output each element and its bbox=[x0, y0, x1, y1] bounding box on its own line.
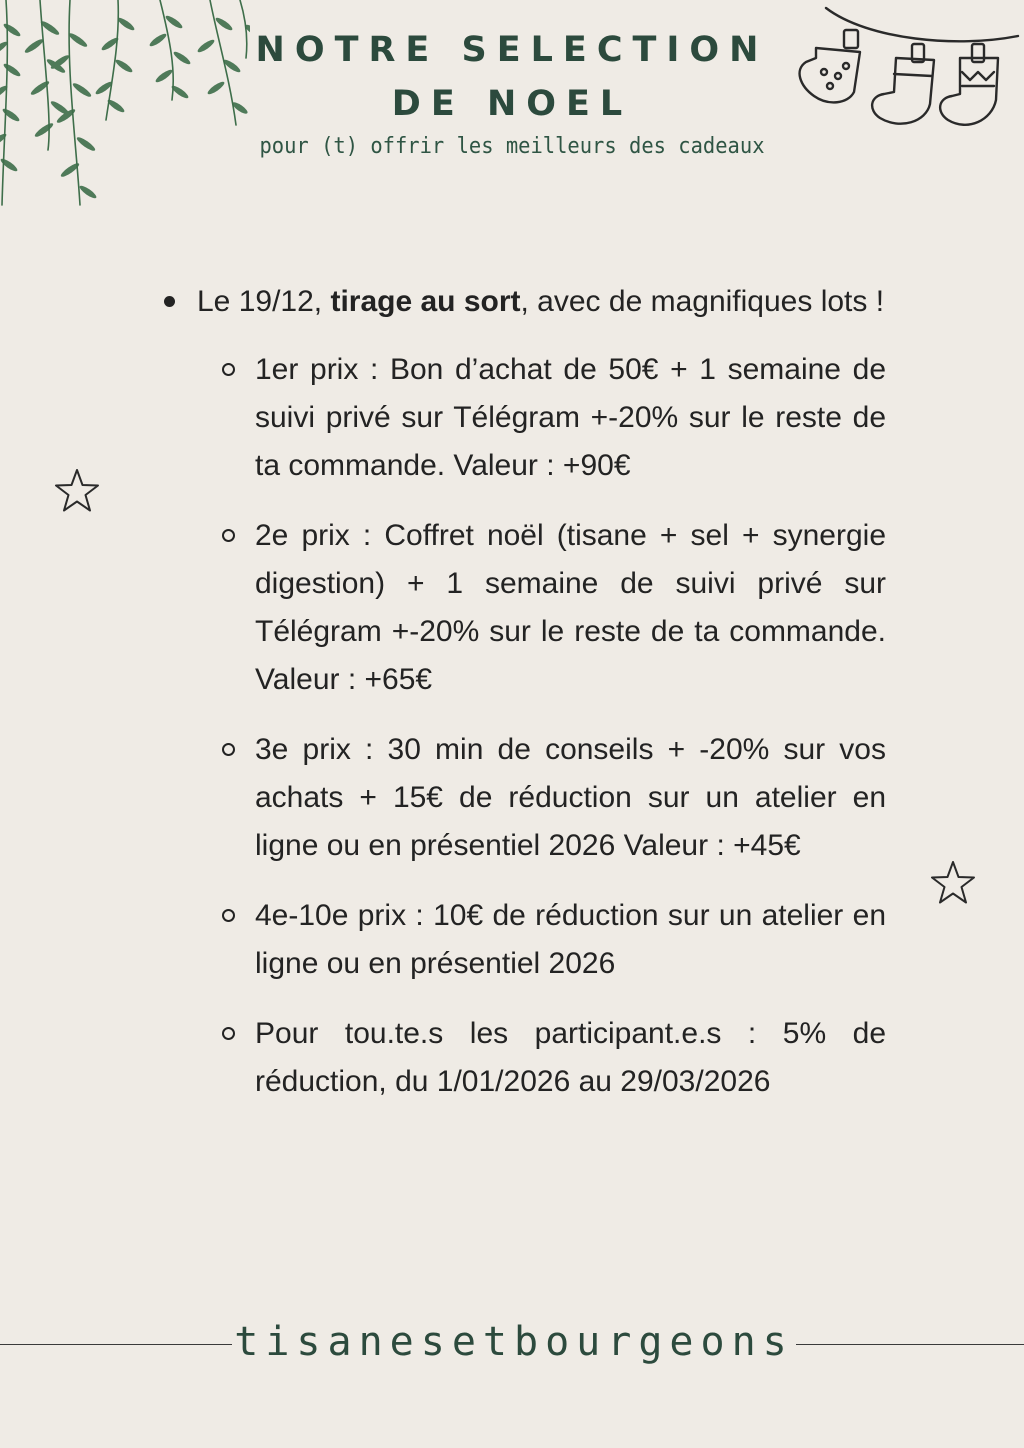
list-item-intro bbox=[197, 278, 886, 326]
circle-bullet-icon bbox=[222, 743, 235, 756]
prize-text: 3e prix : 30 min de conseils + -20% sur vos achats + 15€ de réduction sur un atelier en ligne ou en présentiel 2026 Valeur : +45€ bbox=[255, 733, 886, 862]
prize-text: 4e-10e prix : 10€ de réduction sur un atelier en ligne ou en présentiel 2026 bbox=[255, 899, 886, 980]
intro-text-bold: tirage au sort bbox=[330, 285, 521, 318]
intro-text-after: , avec de magnifiques lots ! bbox=[520, 285, 885, 318]
prize-text: 1er prix : Bon d’achat de 50€ + 1 semaine de suivi privé sur Télégram +-20% sur le reste de ta commande. Valeur : +90€ bbox=[255, 353, 886, 482]
intro-text-before: Le 19/12, bbox=[197, 285, 331, 318]
list-item bbox=[255, 892, 886, 988]
list-item bbox=[255, 346, 886, 490]
circle-bullet-icon bbox=[222, 1027, 235, 1040]
circle-bullet-icon bbox=[222, 909, 235, 922]
page-subtitle: pour (t) offrir les meilleurs des cadeaux bbox=[259, 134, 765, 159]
list-item bbox=[255, 512, 886, 704]
circle-bullet-icon bbox=[222, 529, 235, 542]
bullet-icon bbox=[164, 296, 175, 307]
prizes-sublist bbox=[255, 346, 886, 1106]
footer-divider-left bbox=[0, 1344, 232, 1345]
footer-brand: tisanesetbourgeons bbox=[234, 1319, 794, 1365]
circle-bullet-icon bbox=[222, 363, 235, 376]
prize-text: 2e prix : Coffret noël (tisane + sel + synergie digestion) + 1 semaine de suivi privé sur Télégram +-20% sur le reste de ta commande. Valeur : +65€ bbox=[255, 519, 886, 696]
star-outline-icon bbox=[928, 858, 978, 908]
footer-divider-right bbox=[796, 1344, 1024, 1345]
list-item bbox=[255, 726, 886, 870]
page-title-line-2: DE NOEL bbox=[391, 84, 633, 124]
list-item bbox=[255, 1010, 886, 1106]
star-outline-icon bbox=[52, 466, 102, 516]
prize-list bbox=[197, 278, 886, 1128]
prize-text: Pour tou.te.s les participant.e.s : 5% de réduction, du 1/01/2026 au 29/03/2026 bbox=[255, 1017, 886, 1098]
page-title-line-1: NOTRE SELECTION bbox=[255, 30, 769, 70]
